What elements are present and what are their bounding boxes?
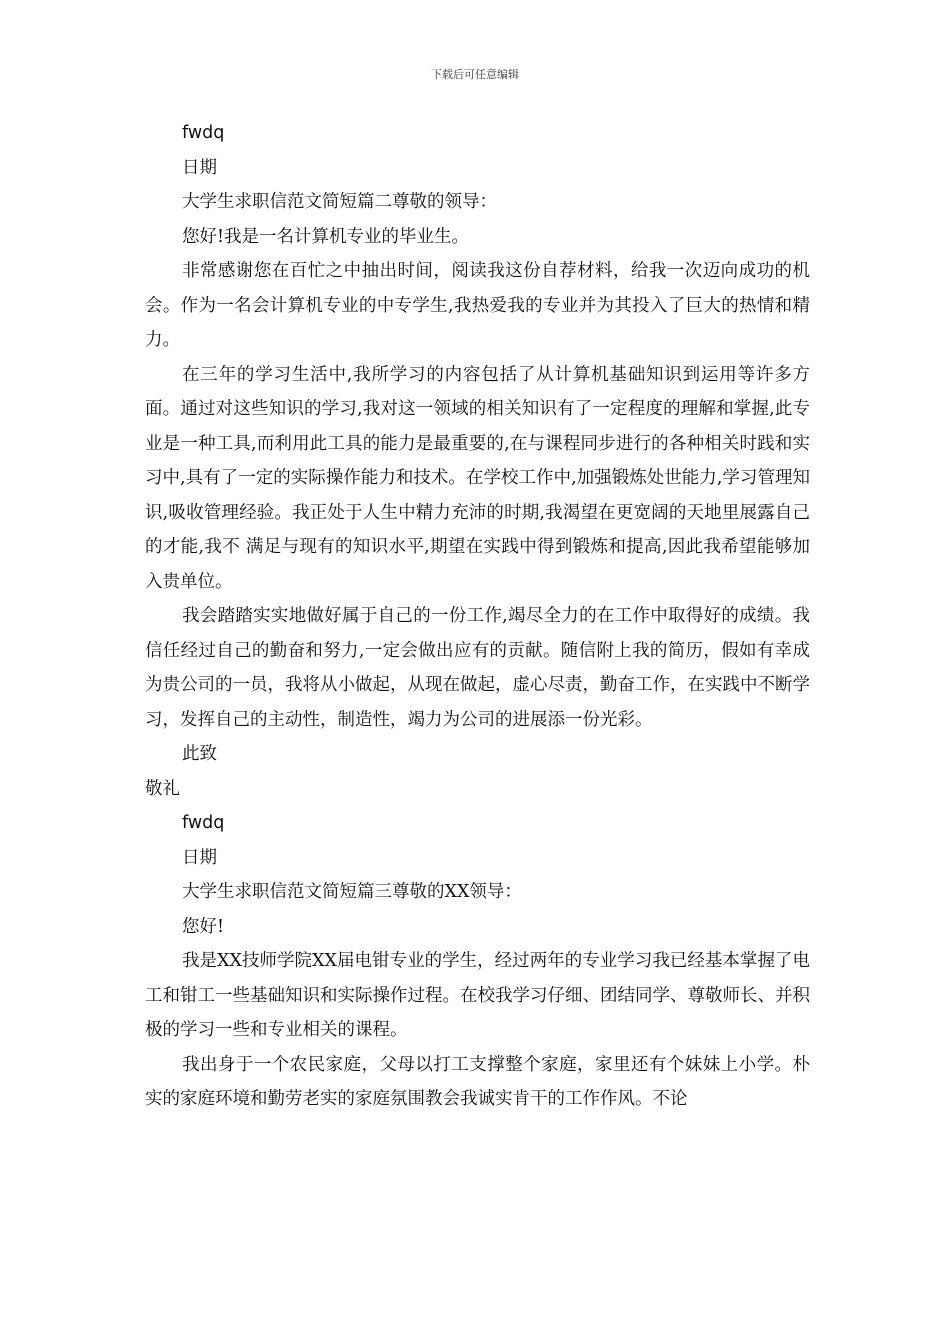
paragraph: 我出身于一个农民家庭，父母以打工支撑整个家庭，家里还有个妹妹上小学。朴实的家庭环境和勤劳老实的家庭氛围教会我诚实肯干的工作作风。不论: [145, 1054, 810, 1109]
section-title: 大学生求职信范文简短篇三尊敬的XX领导：: [182, 882, 522, 902]
salutation: 敬礼: [145, 778, 180, 799]
signature: fwdq: [182, 123, 225, 143]
paragraph: 在三年的学习生活中,我所学习的内容包括了从计算机基础知识到运用等许多方面。通过对这些知识的学习,我对这一领域的相关知识有了一定程度的理解和掌握,此专业是一种工具,而利用此工具的能力是最重要的,在与课程同步进行的各种相关时践和实习中,具有了一定的实际操作能力和技术。在学校工作中,加强锻炼处世能力,学习管理知识,吸收管理经验。我正处于人生中精力充沛的时期,我渴望在更宽阔的天地里展露自己的才能,我不 满足与现有的知识水平,期望在实践中得到锻炼和提高,因此我希望能够加入贵单位。: [145, 364, 810, 592]
closing: 此致: [182, 744, 217, 764]
paragraph: 我会踏踏实实地做好属于自己的一份工作,竭尽全力的在工作中取得好的成绩。我信任经过自己的勤奋和努力,一定会做出应有的贡献。随信附上我的简历，假如有幸成为贵公司的一员，我将从小做起，从现在做起，虚心尽责，勤奋工作，在实践中不断学习，发挥自己的主动性，制造性，竭力为公司的进展添一份光彩。: [145, 606, 810, 730]
header-note: 下载后可任意编辑: [431, 68, 519, 81]
paragraph: 我是XX技师学院XX届电钳专业的学生，经过两年的专业学习我已经基本掌握了电工和钳工一些基础知识和实际操作过程。在校我学习仔细、团结同学、尊敬师长、并积极的学习一些和专业相关的课程。: [145, 951, 810, 1040]
date-line: 日期: [182, 847, 217, 868]
greeting: 您好!我是一名计算机专业的毕业生。: [182, 226, 470, 247]
signature: fwdq: [182, 813, 225, 833]
section-title: 大学生求职信范文简短篇二尊敬的领导：: [182, 192, 497, 212]
date-line: 日期: [182, 157, 217, 178]
greeting: 您好!: [182, 916, 225, 937]
paragraph: 非常感谢您在百忙之中抽出时间，阅读我这份自荐材料，给我一次迈向成功的机会。作为一名会计算机专业的中专学生,我热爱我的专业并为其投入了巨大的热情和精力。: [145, 261, 810, 350]
document-body: [145, 116, 810, 1117]
